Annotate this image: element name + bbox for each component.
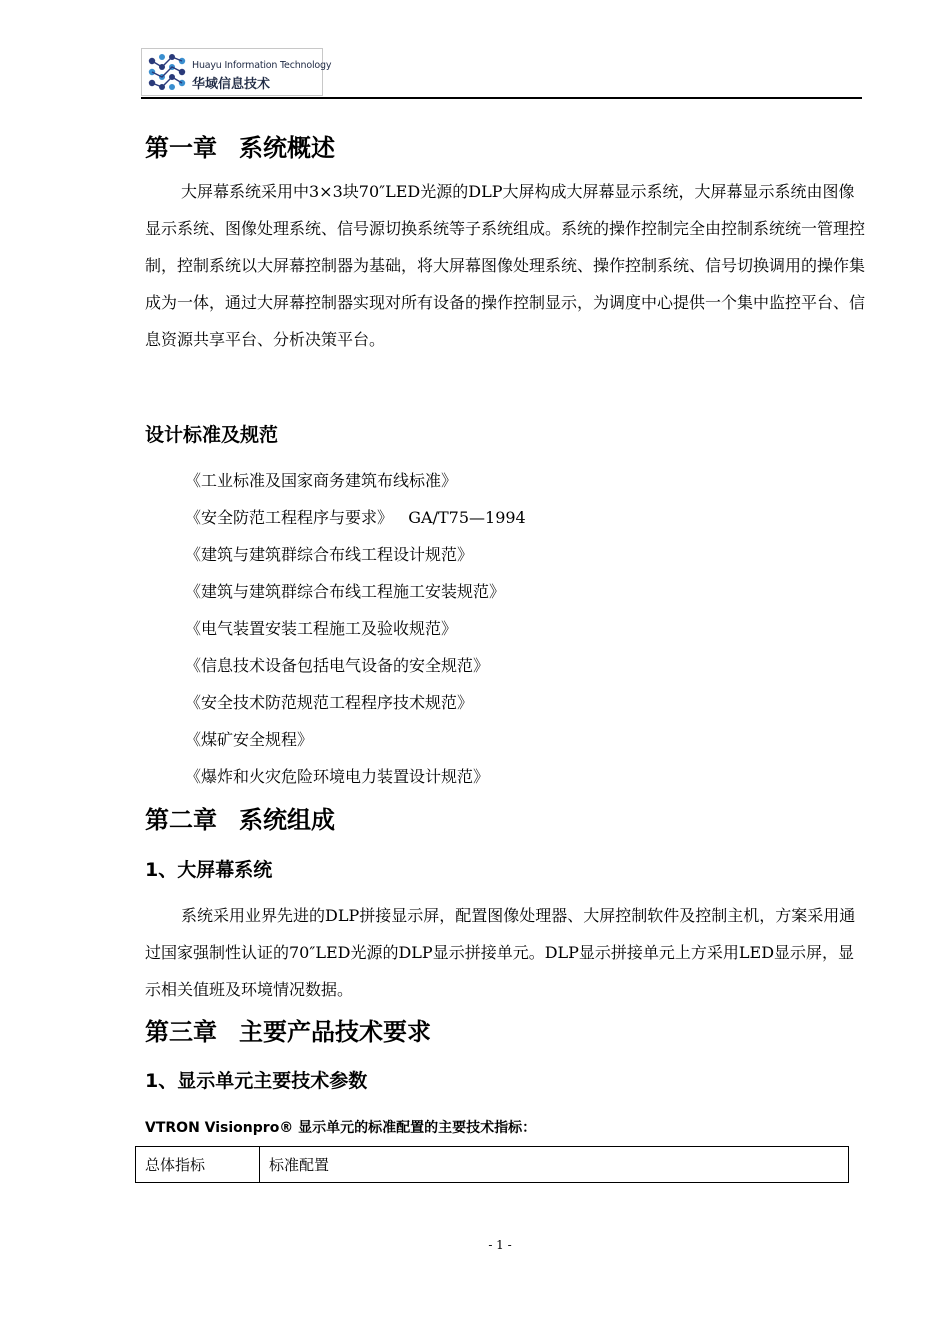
chapter1-number: 第一章	[145, 134, 217, 162]
chapter2-heading	[145, 800, 335, 835]
chapter2-title: 系统组成	[239, 806, 335, 834]
chapter1-heading	[145, 128, 335, 163]
header-logo	[141, 48, 332, 96]
chapter3-number: 第三章	[145, 1018, 217, 1046]
spec-table-caption: VTRON Visionpro® 显示单元的标准配置的主要技术指标：	[145, 1120, 537, 1136]
chapter2-section-title: 1、大屏幕系统	[145, 859, 273, 881]
standard-item: 《建筑与建筑群综合布线工程施工安装规范》	[185, 582, 506, 601]
table-header-overall: 总体指标	[136, 1147, 260, 1183]
standard-item: 《信息技术设备包括电气设备的安全规范》	[185, 656, 490, 675]
standard-item: 《建筑与建筑群综合布线工程设计规范》	[185, 545, 474, 564]
chapter3-section-title: 1、显示单元主要技术参数	[145, 1070, 368, 1092]
chapter2-paragraph: 系统采用业界先进的DLP拼接显示屏，配置图像处理器、大屏控制软件及控制主机，方案采用通过国家强制性认证的70″LED光源的DLP显示拼接单元。DLP显示拼接单元上方采用LED显示屏，显示相关值班及环境情况数据。	[145, 906, 856, 999]
standard-item: 《安全防范工程程序与要求》 GA/T75—1994	[185, 508, 526, 527]
header-divider	[141, 97, 862, 99]
table-row	[136, 1147, 849, 1183]
standard-item: 《爆炸和火灾危险环境电力装置设计规范》	[185, 767, 490, 786]
page-number: - 1 -	[488, 1238, 512, 1252]
logo-chinese-name: 华域信息技术	[192, 77, 271, 92]
standard-item: 《工业标准及国家商务建筑布线标准》	[185, 471, 458, 490]
chapter3-title: 主要产品技术要求	[239, 1018, 431, 1046]
standard-item: 《煤矿安全规程》	[185, 730, 314, 749]
standard-item: 《电气装置安装工程施工及验收规范》	[185, 619, 458, 638]
logo-english-name: Huayu Information Technology	[192, 60, 332, 71]
chapter3-heading	[145, 1012, 431, 1047]
company-logo-icon	[146, 53, 188, 91]
table-header-standard: 标准配置	[260, 1147, 849, 1183]
chapter1-paragraph: 大屏幕系统采用中3×3块70″LED光源的DLP大屏构成大屏幕显示系统，大屏幕显示系统由图像显示系统、图像处理系统、信号源切换系统等子系统组成。系统的操作控制完全由控制系统统一管理控制，控制系统以大屏幕控制器为基础，将大屏幕图像处理系统、操作控制系统、信号切换调用的操作集成为一体，通过大屏幕控制器实现对所有设备的操作控制显示，为调度中心提供一个集中监控平台、信息资源共享平台、分析决策平台。	[145, 182, 866, 349]
spec-table	[135, 1146, 849, 1183]
standards-list	[185, 462, 526, 795]
chapter2-number: 第二章	[145, 806, 217, 834]
standard-item: 《安全技术防范规范工程程序技术规范》	[185, 693, 474, 712]
standards-heading: 设计标准及规范	[145, 424, 279, 446]
chapter1-title: 系统概述	[239, 134, 335, 162]
